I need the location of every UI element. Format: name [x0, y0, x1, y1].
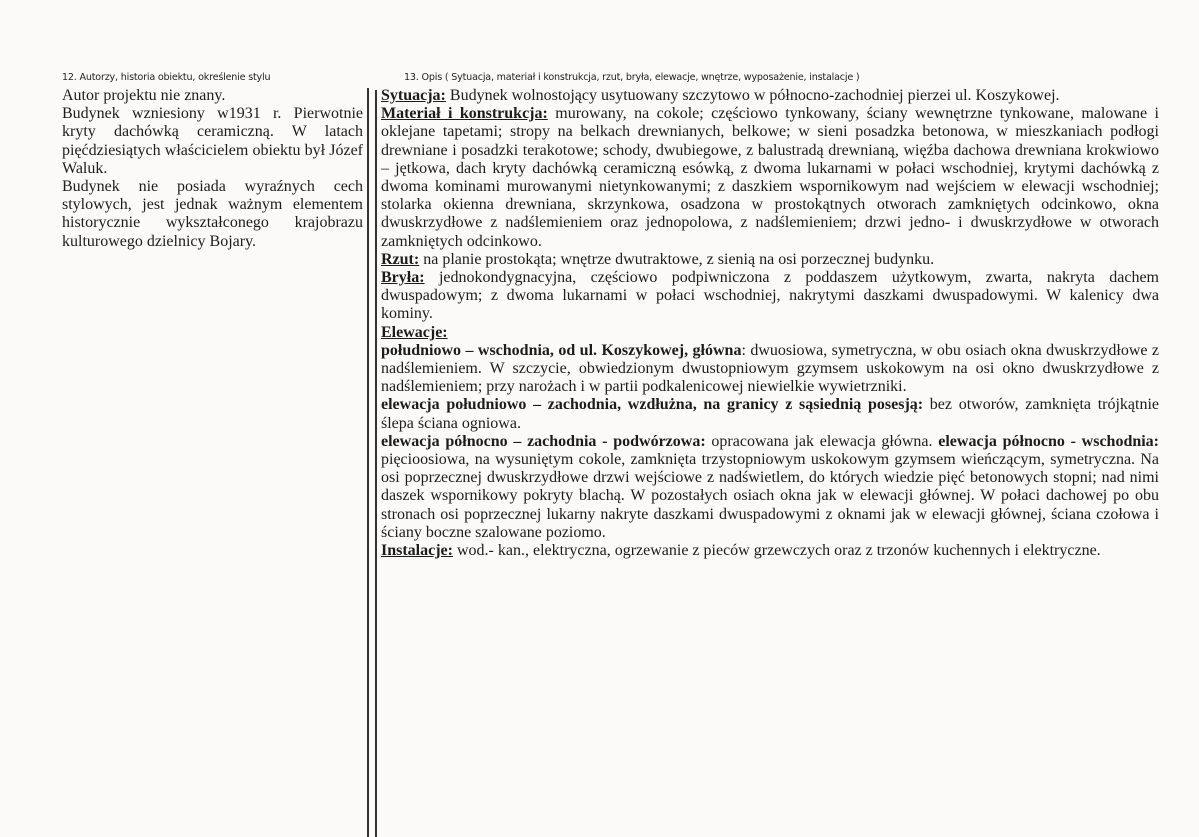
- elewacja-2-text: bez otworów, zamknięta trójkątnie ślepa ściana ogniowa.: [381, 396, 1160, 432]
- elewacje-heading: [381, 324, 1159, 342]
- elewacja-4-title: elewacja północno - wschodnia:: [938, 432, 1160, 450]
- rzut-label: Rzut:: [381, 250, 420, 268]
- style-paragraph: Budynek nie posiada wyraźnych cech stylowych, jest jednak ważnym elementem historycznie wykształconego krajobrazu kulturowego dzielnicy Bojary.: [62, 178, 363, 250]
- description-section: [381, 87, 1159, 560]
- sytuacja-label: Sytuacja:: [381, 87, 446, 104]
- rzut-paragraph: [381, 251, 1159, 269]
- elewacja-2-paragraph: [381, 396, 1159, 432]
- rzut-text: na planie prostokąta; wnętrze dwutraktowe, z sienią na osi porzecznej budynku.: [419, 250, 935, 268]
- material-label: Materiał i konstrukcja:: [381, 105, 548, 123]
- bryla-label: Bryła:: [381, 269, 425, 287]
- material-paragraph: [381, 105, 1159, 251]
- elewacja-1-text: : dwuosiowa, symetryczna, w obu osiach okna dwuskrzydłowe z nadślemieniem. W szczycie, obwiedzionym dwustopniowym gzymsem uskokowym na osi okno dwuskrzydłowe z nadślemieniem; przy narożach i w partii podkalenicowej niewielkie wywietrzniki.: [381, 341, 1159, 396]
- section-12-header: 12. Autorzy, historia obiektu, określenie stylu: [62, 72, 271, 83]
- elewacja-3-paragraph: [381, 433, 1159, 542]
- bryla-text: jednokondygnacyjna, częściowo podpiwniczona z poddaszem użytkowym, zwarta, nakryta dachem dwuspadowym; z dwoma lukarnami w połaci wschodniej, nakrytymi daszkami dwuspadowymi. W kalenicy dwa kominy.: [381, 269, 1159, 323]
- column-divider-left: [367, 88, 369, 837]
- elewacja-3-title: elewacja północno – zachodnia - podwórzowa:: [381, 432, 706, 450]
- column-divider-right: [375, 90, 377, 837]
- instalacje-label: Instalacje:: [381, 542, 453, 560]
- material-text: murowany, na cokole; częściowo tynkowany, ściany wewnętrzne tynkowane, malowane i oklejane tapetami; stropy na belkach drewnianych, belkowe; w sieni posadzka betonowa, w mieszkaniach podłogi drewniane i posadzki terakotowe; schody, dwubiegowe, z balustradą drewnianą, więźba dachowa drewniana krokwiowo – jętkowa, dach kryty dachówką ceramiczną esówką, z dwoma lukarnami w połaci wschodniej, krytymi dachówką z dwoma kominami murowanymi nietynkowanymi; z daszkiem wspornikowym nad wejściem w elewacji wschodniej; stolarka okienna drewniana, skrzynkowa, osadzona w prostokątnych otworach zamkniętych odcinkowo, okna dwuskrzydłowe z nadślemieniem oraz jednopolowa, z nadślemieniem; drzwi jedno- i dwuskrzydłowe w otworach zamkniętych odcinkowo.: [381, 105, 1159, 250]
- instalacje-paragraph: [381, 542, 1159, 560]
- elewacja-3-text: opracowana jak elewacja główna.: [705, 432, 939, 450]
- elewacja-1-paragraph: [381, 342, 1159, 397]
- elewacja-2-title: elewacja południowo – zachodnia, wzdłużna, na granicy z sąsiednią posesją:: [381, 396, 924, 414]
- author-paragraph: Autor projektu nie znany.: [62, 87, 226, 104]
- authors-history-section: [62, 87, 363, 251]
- sytuacja-text: Budynek wolnostojący usytuowany szczytowo w północno-zachodniej pierzei ul. Koszykowej.: [445, 87, 1060, 104]
- history-paragraph: Budynek wzniesiony w1931 r. Pierwotnie kryty dachówką ceramiczną. W latach pięćdziesiątych właścicielem obiektu był Józef Waluk.: [62, 105, 363, 177]
- elewacje-label: Elewacje:: [381, 323, 448, 341]
- sytuacja-paragraph: [381, 87, 1159, 105]
- bryla-paragraph: [381, 269, 1159, 324]
- section-13-header: 13. Opis ( Sytuacja, materiał i konstrukcja, rzut, bryła, elewacje, wnętrze, wyposażenie, instalacje ): [404, 72, 860, 83]
- instalacje-text: wod.- kan., elektryczna, ogrzewanie z pieców grzewczych oraz z trzonów kuchennych i elektryczne.: [452, 542, 1101, 560]
- elewacja-1-title: południowo – wschodnia, od ul. Koszykowej, główna: [381, 341, 742, 359]
- elewacja-4-text: pięcioosiowa, na wysuniętym cokole, zamknięta trzystopniowym uskokowym gzymsem wieńczącym, symetryczna. Na osi poprzecznej dwuskrzydłowe drzwi wejściowe z nadświetlem, do których wiedzie pięć betonowych stopni; nad nimi daszek wspornikowy pokryty blachą. W pozostałych osiach okna jak w elewacji głównej. W połaci dachowej po obu stronach osi poprzecznej lukarny nakryte daszkami dwuspadowymi z oknami jak w elewacji głównej, ściana czołowa i ściany boczne szalowane poziomo.: [381, 451, 1159, 541]
